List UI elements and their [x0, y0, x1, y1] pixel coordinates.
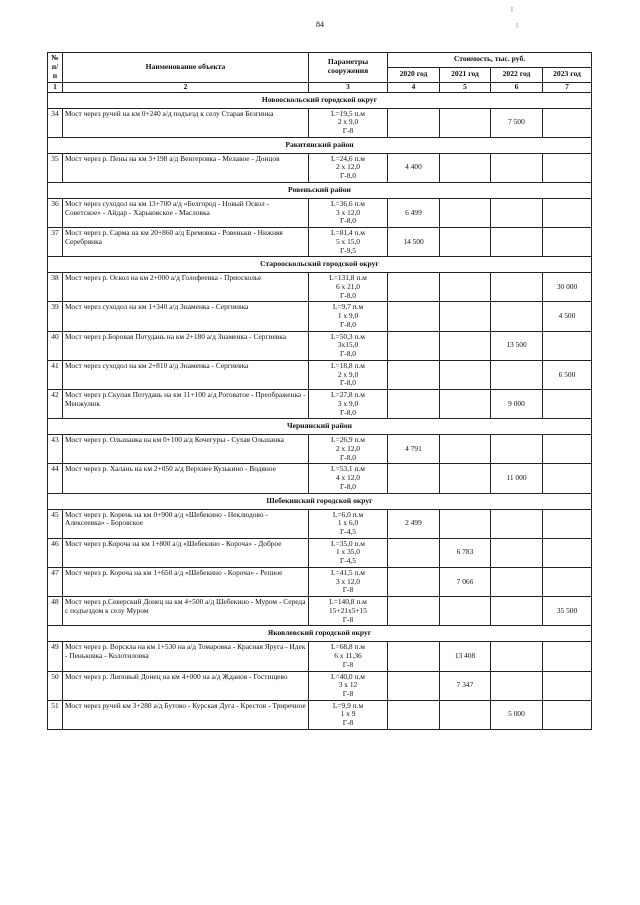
cost-2022: 11 000 [491, 464, 543, 493]
cost-2020 [388, 597, 440, 626]
param-line: 3 x 9,0 [337, 398, 359, 408]
param-line: 6 x 21,0 [335, 281, 361, 291]
param-line: Г-4,5 [340, 556, 356, 566]
header-year: 2023 год [543, 67, 592, 82]
table-row [48, 198, 592, 227]
cost-2020 [388, 671, 440, 700]
object-params [309, 567, 388, 596]
table-row [48, 435, 592, 464]
object-params [309, 597, 388, 626]
object-name: Мост через р. Ольшанка на км 0+100 а/д Кочегуры - Сухая Ольшанка [63, 435, 309, 464]
object-params [309, 464, 388, 493]
table-body [48, 92, 592, 729]
param-line: 5 x 15,0 [335, 236, 361, 246]
cost-2022 [491, 302, 543, 331]
object-name: Мост через р.Скупая Потудань на км 11+100 а/д Роговатое - Преображенка - Менжулюк [63, 390, 309, 419]
object-table [47, 52, 592, 730]
param-line: L=53,1 п.м [331, 464, 365, 474]
param-line: Г-8,0 [340, 481, 356, 491]
table-row [48, 331, 592, 360]
index-cell: 2 [63, 82, 309, 92]
row-number: 34 [48, 108, 63, 137]
row-number: 41 [48, 360, 63, 389]
cost-2020 [388, 464, 440, 493]
cost-2020 [388, 302, 440, 331]
header-index-row [48, 82, 592, 92]
object-name: Мост через р. Сарма на км 20+860 а/д Еремовка - Ровеньки - Нижняя Серебрянка [63, 228, 309, 257]
param-line: Г-8,0 [340, 349, 356, 359]
cost-2022 [491, 509, 543, 538]
cost-2023 [543, 228, 592, 257]
table-row [48, 228, 592, 257]
param-line: 15+21x5+15 [329, 605, 367, 615]
param-line: L=140,8 п.м [329, 597, 367, 607]
param-line: Г-4,5 [340, 527, 356, 537]
param-line: Г-8,0 [340, 290, 356, 300]
section-title: Ракитянский район [48, 137, 592, 153]
param-line: L=81,4 п.м [331, 228, 365, 238]
cost-2023 [543, 435, 592, 464]
row-number: 35 [48, 153, 63, 182]
param-line: L=131,8 п.м [329, 273, 367, 283]
param-line: Г-8,0 [340, 171, 356, 181]
param-line: Г-8 [342, 718, 354, 728]
section-row [48, 493, 592, 509]
row-number: 43 [48, 435, 63, 464]
cost-2023 [543, 509, 592, 538]
cost-2021 [440, 435, 491, 464]
table-row [48, 642, 592, 671]
row-number: 36 [48, 198, 63, 227]
cost-2022: 7 500 [491, 108, 543, 137]
header-year: 2021 год [440, 67, 491, 82]
row-number: 37 [48, 228, 63, 257]
object-params [309, 642, 388, 671]
index-cell: 4 [388, 82, 440, 92]
param-line: L=26,9 п.м [331, 435, 365, 445]
cost-2023 [543, 331, 592, 360]
object-params [309, 273, 388, 302]
table-row [48, 464, 592, 493]
row-number: 44 [48, 464, 63, 493]
cost-2022 [491, 228, 543, 257]
cost-2020 [388, 700, 440, 729]
section-title: Шебекинский городской округ [48, 493, 592, 509]
object-params [309, 509, 388, 538]
header-cost: Стоимость, тыс. руб. [388, 53, 592, 68]
section-row [48, 626, 592, 642]
table-row [48, 671, 592, 700]
scan-mark: ⁝ [516, 22, 519, 30]
table-row [48, 108, 592, 137]
object-params [309, 198, 388, 227]
section-title: Чернянский район [48, 419, 592, 435]
header-year: 2022 год [491, 67, 543, 82]
object-name: Мост через р. Ворскла на км 1+530 на а/д Томаровка - Красная Яруга - Идек - Пеньковка - Колотиловка [63, 642, 309, 671]
row-number: 48 [48, 597, 63, 626]
cost-2021 [440, 198, 491, 227]
object-params [309, 302, 388, 331]
param-line: 3 x 12,0 [335, 207, 361, 217]
param-line: 1 x 9 [340, 709, 356, 719]
section-title: Новооскольский городской округ [48, 92, 592, 108]
object-params [309, 228, 388, 257]
cost-2023 [543, 642, 592, 671]
index-cell: 6 [491, 82, 543, 92]
param-line: 2 x 9,0 [337, 117, 359, 127]
param-line: L=36,6 п.м [331, 198, 365, 208]
cost-2023 [543, 538, 592, 567]
param-line: Г-8,0 [340, 216, 356, 226]
table-row [48, 360, 592, 389]
cost-2020: 14 500 [388, 228, 440, 257]
param-line: 1 x 6,0 [337, 518, 359, 528]
index-cell: 1 [48, 82, 63, 92]
cost-2021 [440, 108, 491, 137]
section-row [48, 182, 592, 198]
section-row [48, 419, 592, 435]
cost-2021 [440, 360, 491, 389]
object-name: Мост через р. Короча на км 1+650 а/д «Шебекино - Короча» - Репное [63, 567, 309, 596]
param-line: Г-8 [342, 659, 354, 669]
row-number: 45 [48, 509, 63, 538]
index-cell: 7 [543, 82, 592, 92]
cost-2022: 9 000 [491, 390, 543, 419]
cost-2021 [440, 273, 491, 302]
param-line: 3x15,0 [337, 340, 359, 350]
param-line: 3 x 12,0 [335, 576, 361, 586]
cost-2021: 7 066 [440, 567, 491, 596]
object-params [309, 153, 388, 182]
cost-2023: 30 000 [543, 273, 592, 302]
cost-2020 [388, 642, 440, 671]
cost-2022 [491, 538, 543, 567]
cost-2022 [491, 435, 543, 464]
param-line: Г-9,5 [340, 245, 356, 255]
param-line: L=50,3 п.м [331, 331, 365, 341]
page-number: 84 [316, 20, 324, 29]
object-name: Мост через суходол на км 2+810 а/д Знаменка - Сергиевка [63, 360, 309, 389]
param-line: 2 x 9,0 [337, 369, 359, 379]
row-number: 46 [48, 538, 63, 567]
header-params: Параметры сооружения [309, 53, 388, 83]
param-line: L=68,8 п.м [331, 642, 365, 652]
row-number: 50 [48, 671, 63, 700]
header-row-top [48, 53, 592, 68]
cost-2020 [388, 538, 440, 567]
section-title: Яковлевский городской округ [48, 626, 592, 642]
param-line: Г-8 [342, 585, 354, 595]
param-line: L=19,5 п.м [331, 108, 365, 118]
param-line: Г-8 [342, 688, 354, 698]
object-params [309, 538, 388, 567]
param-line: Г-8,0 [340, 378, 356, 388]
object-name: Мост через р. Оскол на км 2+000 а/д Голофеевка - Приосколье [63, 273, 309, 302]
param-line: 1 x 9,0 [337, 311, 359, 321]
table-row [48, 153, 592, 182]
object-name: Мост через р.Боровая Потудань на км 2+180 а/д Знаменка - Сергиевка [63, 331, 309, 360]
param-line: Г-8 [342, 614, 354, 624]
cost-2021 [440, 509, 491, 538]
cost-2023 [543, 464, 592, 493]
cost-2020: 4 791 [388, 435, 440, 464]
section-row [48, 137, 592, 153]
cost-2023 [543, 153, 592, 182]
param-line: L=18,8 п.м [331, 360, 365, 370]
section-row [48, 92, 592, 108]
cost-2022 [491, 360, 543, 389]
param-line: L=6,0 п.м [332, 509, 364, 519]
param-line: L=27,8 п.м [331, 390, 365, 400]
table-row [48, 302, 592, 331]
param-line: 1 x 35,0 [335, 547, 361, 557]
cost-2023 [543, 567, 592, 596]
cost-2021 [440, 390, 491, 419]
cost-2021 [440, 464, 491, 493]
param-line: L=24,6 п.м [331, 153, 365, 163]
cost-2020 [388, 108, 440, 137]
object-name: Мост через ручей на км 0+240 а/д подъезд к селу Старая Безгинка [63, 108, 309, 137]
table-row [48, 273, 592, 302]
cost-2020 [388, 360, 440, 389]
row-number: 39 [48, 302, 63, 331]
object-name: Мост через р.Северский Донец на км 4+500 а/д Шебекино - Муром - Середа с подъездом к селу Муром [63, 597, 309, 626]
cost-2021: 13 408 [440, 642, 491, 671]
header-year: 2020 год [388, 67, 440, 82]
cost-2021 [440, 331, 491, 360]
object-params [309, 331, 388, 360]
param-line: Г-8,0 [340, 407, 356, 417]
cost-2020: 6 499 [388, 198, 440, 227]
param-line: 6 x 11,36 [334, 651, 362, 661]
cost-2022 [491, 273, 543, 302]
cost-2022 [491, 597, 543, 626]
cost-2023: 35 500 [543, 597, 592, 626]
cost-2020: 4 400 [388, 153, 440, 182]
param-line: Г-8 [342, 126, 354, 136]
row-number: 51 [48, 700, 63, 729]
header-name: Наименование объекта [63, 53, 309, 83]
table-row [48, 700, 592, 729]
header-no: № п/п [48, 53, 63, 83]
cost-2022: 5 000 [491, 700, 543, 729]
cost-2021 [440, 700, 491, 729]
table-row [48, 390, 592, 419]
index-cell: 5 [440, 82, 491, 92]
param-line: Г-8,0 [340, 452, 356, 462]
object-table-container [47, 52, 591, 730]
cost-2023: 4 500 [543, 302, 592, 331]
cost-2023 [543, 108, 592, 137]
cost-2021: 6 783 [440, 538, 491, 567]
cost-2020 [388, 567, 440, 596]
row-number: 40 [48, 331, 63, 360]
section-title: Старооскольский городской округ [48, 257, 592, 273]
cost-2020 [388, 390, 440, 419]
object-params [309, 360, 388, 389]
object-name: Мост через р. Липовый Донец на км 4+000 на а/д Жданов - Гостищево [63, 671, 309, 700]
table-row [48, 538, 592, 567]
cost-2023 [543, 198, 592, 227]
object-name: Мост через р. Корень на км 0+900 а/д «Шебекино - Неклюдово - Алексеевка» - Боровское [63, 509, 309, 538]
object-params [309, 700, 388, 729]
table-row [48, 597, 592, 626]
cost-2022 [491, 153, 543, 182]
cost-2021: 7 347 [440, 671, 491, 700]
cost-2021 [440, 153, 491, 182]
cost-2022 [491, 671, 543, 700]
param-line: L=40,0 п.м [331, 671, 365, 681]
param-line: L=35,0 п.м [331, 538, 365, 548]
table-row [48, 509, 592, 538]
table-row [48, 567, 592, 596]
object-params [309, 671, 388, 700]
object-name: Мост через суходол на км 1+340 а/д Знаменка - Сергиевка [63, 302, 309, 331]
object-name: Мост через р. Халань на км 2+050 а/д Верхнее Кузькино - Водяное [63, 464, 309, 493]
object-name: Мост через р. Пены на км 3+198 а/д Венгеровка - Мелавое - Донцов [63, 153, 309, 182]
row-number: 47 [48, 567, 63, 596]
object-name: Мост через р.Короча на км 1+800 а/д «Шебекино - Короча» - Доброе [63, 538, 309, 567]
cost-2023: 6 500 [543, 360, 592, 389]
section-title: Ровеньский район [48, 182, 592, 198]
object-name: Мост через суходол на км 13+700 а/д «Белгород - Новый Оскол - Советское» - Айдар - Харьковское - Масловка [63, 198, 309, 227]
index-cell: 3 [309, 82, 388, 92]
cost-2022: 13 500 [491, 331, 543, 360]
object-name: Мост через ручей км 3+280 а/д Бутово - Курская Дуга - Крестов - Триречное [63, 700, 309, 729]
cost-2022 [491, 567, 543, 596]
section-row [48, 257, 592, 273]
scan-mark: ⁞ [511, 6, 513, 14]
cost-2023 [543, 700, 592, 729]
param-line: 2 x 12,0 [335, 443, 361, 453]
cost-2020 [388, 331, 440, 360]
row-number: 38 [48, 273, 63, 302]
param-line: Г-8,0 [340, 319, 356, 329]
row-number: 49 [48, 642, 63, 671]
cost-2022 [491, 642, 543, 671]
cost-2021 [440, 597, 491, 626]
object-params [309, 108, 388, 137]
param-line: 4 x 12,0 [335, 473, 361, 483]
param-line: 3 x 12 [338, 680, 358, 690]
object-params [309, 390, 388, 419]
param-line: 2 x 12,0 [335, 162, 361, 172]
param-line: L=41,5 п.м [331, 567, 365, 577]
cost-2020 [388, 273, 440, 302]
cost-2021 [440, 228, 491, 257]
param-line: L=9,9 п.м [332, 700, 364, 710]
object-params [309, 435, 388, 464]
row-number: 42 [48, 390, 63, 419]
cost-2023 [543, 390, 592, 419]
cost-2023 [543, 671, 592, 700]
cost-2022 [491, 198, 543, 227]
cost-2020: 2 499 [388, 509, 440, 538]
cost-2021 [440, 302, 491, 331]
param-line: L=9,7 п.м [332, 302, 364, 312]
